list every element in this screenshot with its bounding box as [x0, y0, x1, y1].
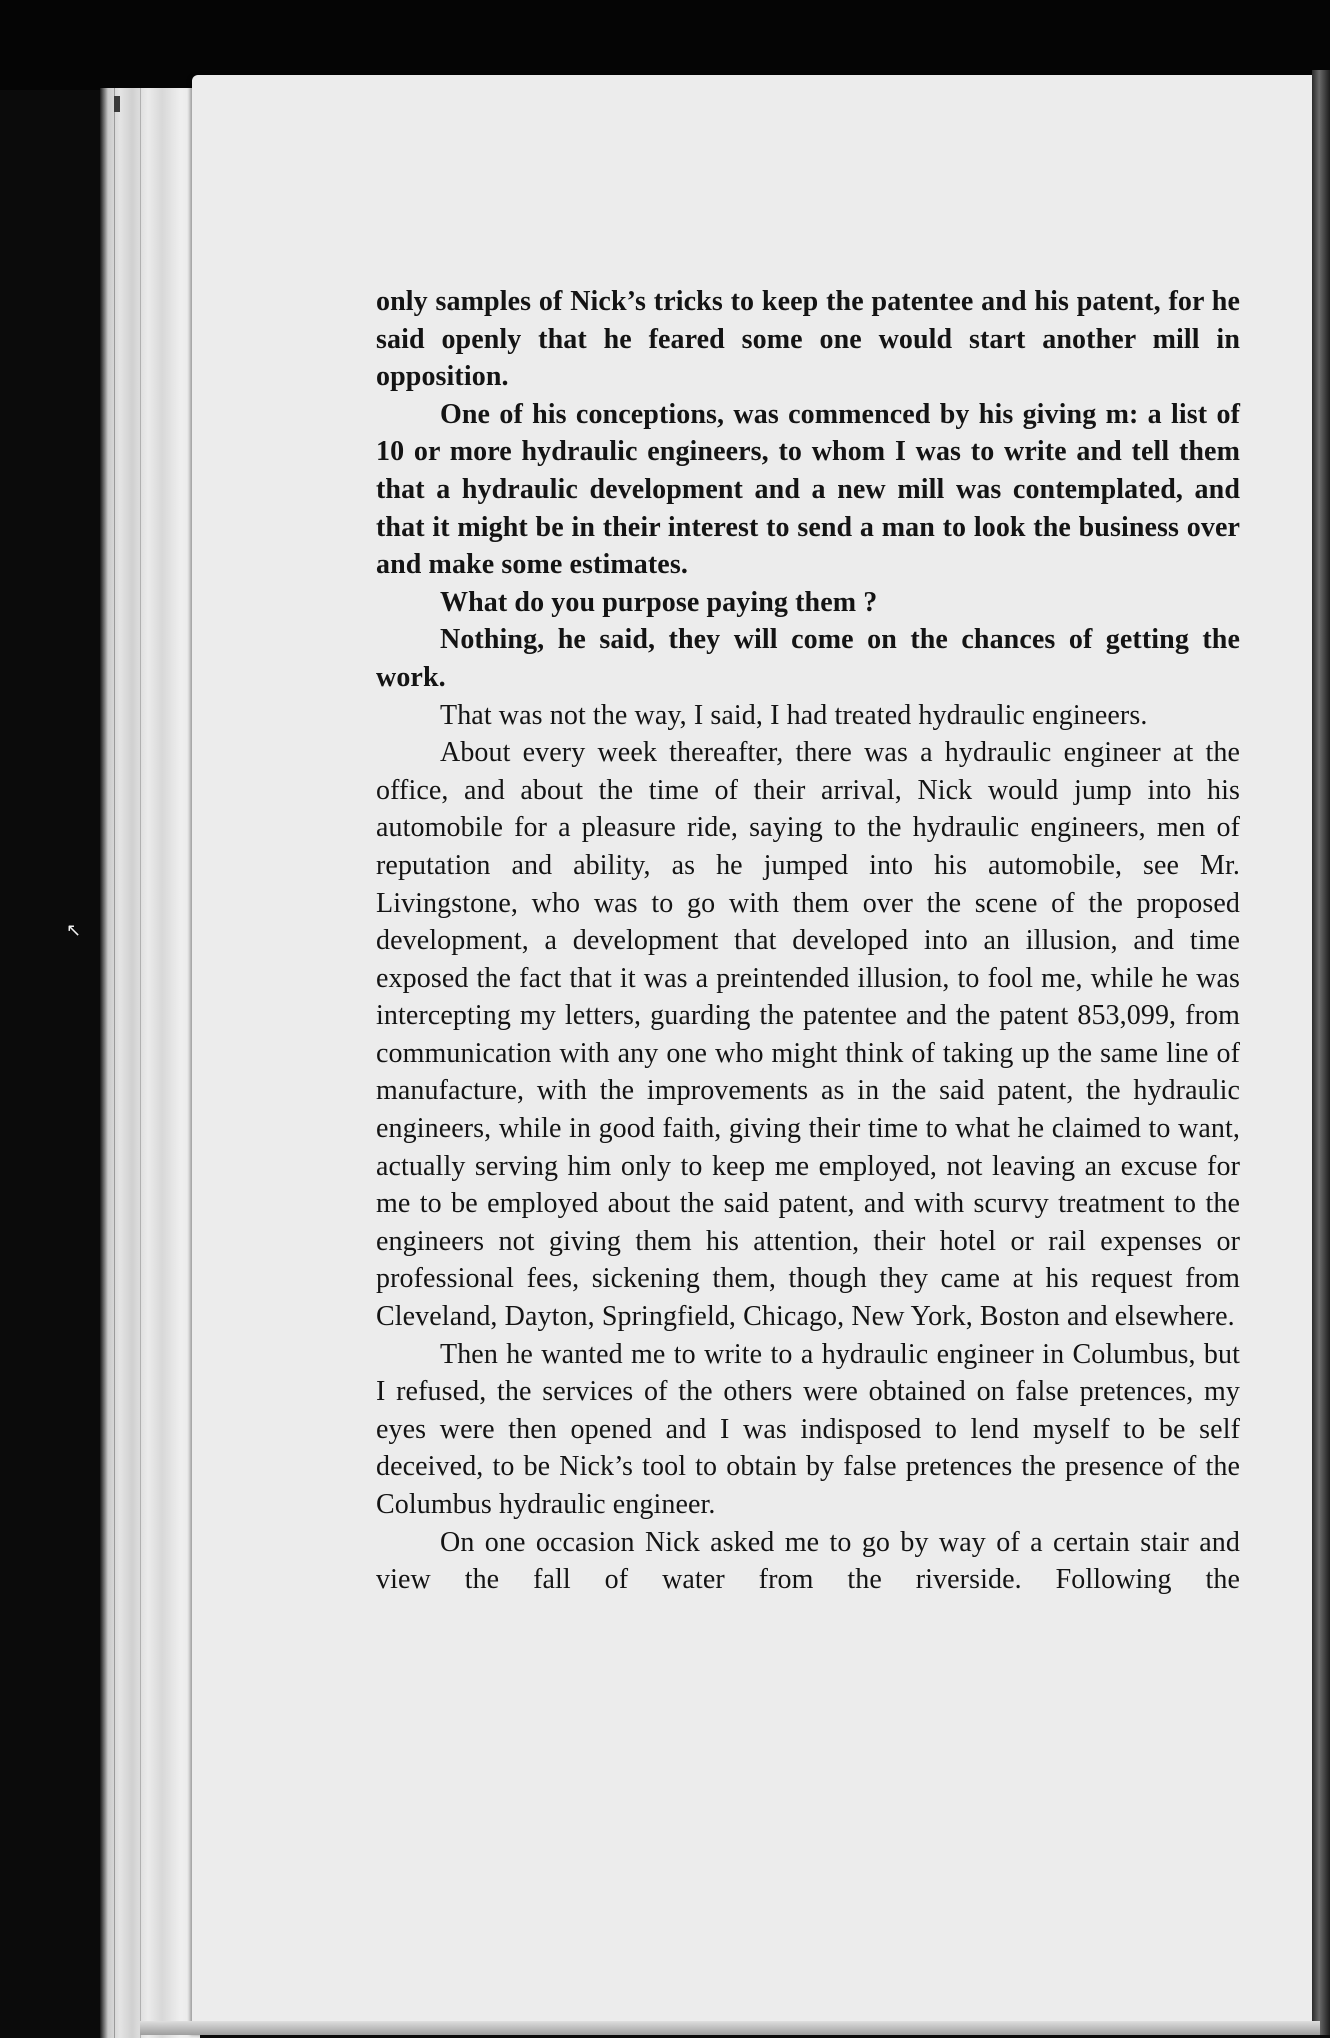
page-right-edge — [1312, 70, 1330, 2035]
paragraph-columbus: Then he wanted me to write to a hydraulic engineer in Columbus, but I refused, the services of the others were obtained on false pretences, my eyes were then opened and I was indisposed to lend myself to be self deceived, to be Nick’s tool to obtain by false pretences the presence of the Columbus hydraulic engineer. — [376, 1338, 1240, 1520]
paragraph-question: What do you purpose paying them ? — [440, 586, 878, 618]
page-bottom-edge — [140, 2021, 1320, 2035]
paragraph-conceptions: One of his conceptions, was commenced by his giving m: a list of 10 or more hydraulic engineers, to whom I was to write and tell them that a hydraulic development and a new mill was contemplated, and that it might be in their interest to send a man to look the business over and make some estimates. — [376, 398, 1240, 581]
paragraph-nothing: Nothing, he said, they will come on the chances of getting the work. — [376, 624, 1240, 693]
page-body-text — [376, 283, 1240, 1599]
paragraph-continuation: only samples of Nick’s tricks to keep the patentee and his patent, for he said openly that he feared some one would start another mill in opposition. — [376, 286, 1240, 393]
paragraph-one-occasion: On one occasion Nick asked me to go by way of a certain stair and view the fall of water from the riverside. Following the — [376, 1526, 1240, 1596]
paragraph-every-week: About every week thereafter, there was a hydraulic engineer at the office, and about the time of their arrival, Nick would jump into his automobile for a pleasure ride, saying to the hydraulic engineers, men of reputation and ability, as he jumped into his automobile, see Mr. Livingstone, who was to go with them over the scene of the proposed development, a development that developed into an illusion, and time exposed the fact that it was a preintended illusion, to fool me, while he was intercepting my letters, guarding the patentee and the patent 853,099, from communication with any one who might think of taking up the same line of manufacture, with the improvements as in the said patent, the hydraulic engineers, while in good faith, giving their time to what he claimed to want, actually serving him only to keep me employed, not leaving an excuse for me to be employed about the said patent, and with scurvy treatment to the engineers not giving them his attention, their hotel or rail expenses or professional fees, sickening them, though they came at his request from Cleveland, Dayton, Springfield, Chicago, New York, Boston and elsewhere. — [376, 737, 1240, 1333]
paragraph-not-the-way: That was not the way, I said, I had treated hydraulic engineers. — [440, 699, 1148, 731]
scan-corner-mark — [114, 96, 120, 112]
stacked-page-edges — [100, 88, 200, 2038]
margin-arrow-mark: ↖ — [66, 920, 82, 941]
